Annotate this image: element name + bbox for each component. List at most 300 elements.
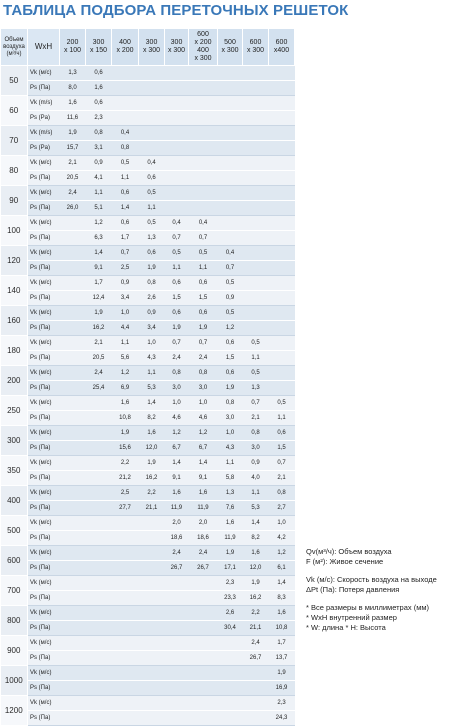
vk-value-cell (218, 156, 243, 171)
vk-value-cell (112, 66, 139, 81)
ps-value-cell (139, 591, 165, 606)
vk-value-cell: 2,3 (218, 576, 243, 591)
vk-value-cell (189, 606, 218, 621)
ps-value-cell (139, 711, 165, 726)
vk-value-cell: 1,0 (189, 396, 218, 411)
vk-value-cell (165, 156, 189, 171)
ps-value-cell: 15,7 (60, 141, 86, 156)
vk-value-cell: 1,0 (218, 426, 243, 441)
legend (306, 547, 437, 641)
vk-value-cell (139, 66, 165, 81)
ps-label-cell: Ps (Па) (28, 321, 60, 336)
ps-value-cell (189, 651, 218, 666)
ps-value-cell: 9,1 (189, 471, 218, 486)
ps-value-cell (269, 201, 295, 216)
airflow-cell: 140 (1, 276, 28, 306)
vk-value-cell: 2,4 (86, 366, 112, 381)
vk-value-cell: 0,8 (189, 366, 218, 381)
ps-value-cell: 3,0 (165, 381, 189, 396)
legend-line: Qv(м³/ч): Объем воздуха (306, 547, 392, 556)
ps-value-cell: 20,5 (86, 351, 112, 366)
table-row-ps (1, 651, 295, 666)
ps-value-cell: 4,3 (218, 441, 243, 456)
header-size (112, 29, 139, 66)
ps-value-cell (60, 471, 86, 486)
ps-value-cell: 1,4 (112, 201, 139, 216)
ps-value-cell: 2,4 (165, 351, 189, 366)
airflow-cell: 70 (1, 126, 28, 156)
ps-value-cell: 1,3 (139, 231, 165, 246)
ps-value-cell: 2,1 (243, 411, 269, 426)
vk-label-cell: Vk (м/с) (28, 606, 60, 621)
header-size (269, 29, 295, 66)
ps-value-cell (86, 441, 112, 456)
header-size-line: x 300 (142, 47, 161, 54)
vk-value-cell (165, 606, 189, 621)
vk-value-cell: 2,4 (243, 636, 269, 651)
ps-value-cell: 8,2 (139, 411, 165, 426)
vk-value-cell (243, 96, 269, 111)
legend-line: * Все размеры в миллиметрах (мм) (306, 603, 430, 612)
ps-value-cell (165, 711, 189, 726)
ps-value-cell (189, 591, 218, 606)
ps-label-cell: Ps (Па) (28, 261, 60, 276)
ps-value-cell (189, 201, 218, 216)
ps-value-cell (189, 111, 218, 126)
ps-value-cell: 2,3 (86, 111, 112, 126)
ps-value-cell: 5,8 (218, 471, 243, 486)
ps-value-cell: 16,9 (269, 681, 295, 696)
ps-value-cell: 11,6 (60, 111, 86, 126)
vk-value-cell (60, 276, 86, 291)
vk-label-cell: Vk (м/с) (28, 486, 60, 501)
vk-value-cell (60, 366, 86, 381)
vk-label-cell: Vk (м/с) (28, 156, 60, 171)
ps-value-cell (139, 621, 165, 636)
ps-label-cell: Ps (Па) (28, 651, 60, 666)
ps-value-cell (189, 621, 218, 636)
vk-value-cell (189, 126, 218, 141)
vk-value-cell (243, 666, 269, 681)
ps-value-cell: 1,5 (269, 441, 295, 456)
ps-value-cell: 9,1 (165, 471, 189, 486)
ps-value-cell (218, 141, 243, 156)
vk-value-cell: 0,7 (112, 246, 139, 261)
ps-value-cell: 3,0 (243, 441, 269, 456)
airflow-cell: 350 (1, 456, 28, 486)
ps-value-cell (60, 411, 86, 426)
ps-value-cell (60, 621, 86, 636)
grille-selection-table (0, 28, 295, 726)
vk-value-cell: 2,2 (243, 606, 269, 621)
ps-value-cell (269, 231, 295, 246)
vk-value-cell (218, 666, 243, 681)
vk-value-cell: 0,4 (189, 216, 218, 231)
vk-value-cell: 1,9 (243, 576, 269, 591)
ps-value-cell (269, 321, 295, 336)
header-size-line: x400 (273, 47, 290, 54)
ps-value-cell: 10,8 (269, 621, 295, 636)
header-size-line: 600 (197, 31, 209, 38)
vk-value-cell (269, 66, 295, 81)
vk-value-cell (165, 126, 189, 141)
ps-value-cell: 5,1 (86, 201, 112, 216)
header-size-line: x 150 (89, 47, 108, 54)
vk-value-cell: 2,2 (112, 456, 139, 471)
vk-value-cell: 1,6 (218, 516, 243, 531)
vk-value-cell (60, 306, 86, 321)
ps-value-cell: 11,9 (218, 531, 243, 546)
vk-value-cell (112, 696, 139, 711)
ps-value-cell: 10,8 (112, 411, 139, 426)
ps-value-cell (112, 681, 139, 696)
vk-value-cell: 1,9 (60, 126, 86, 141)
ps-value-cell: 21,1 (139, 501, 165, 516)
ps-value-cell: 3,0 (218, 411, 243, 426)
ps-value-cell: 0,7 (165, 231, 189, 246)
vk-label-cell: Vk (м/с) (28, 216, 60, 231)
ps-value-cell: 9,1 (86, 261, 112, 276)
header-size-line: x 300 (221, 47, 239, 54)
vk-value-cell: 0,8 (165, 366, 189, 381)
vk-value-cell: 1,4 (86, 246, 112, 261)
ps-value-cell: 0,7 (189, 231, 218, 246)
airflow-cell: 400 (1, 486, 28, 516)
header-size-line: x 200 (194, 39, 212, 46)
header-size-line: 600 (275, 39, 288, 46)
vk-value-cell (189, 666, 218, 681)
vk-label-cell: Vk (м/с) (28, 396, 60, 411)
vk-value-cell: 1,1 (139, 366, 165, 381)
ps-value-cell (165, 681, 189, 696)
vk-value-cell (189, 156, 218, 171)
vk-value-cell: 2,4 (60, 186, 86, 201)
ps-value-cell (139, 111, 165, 126)
header-size-line: 400 (119, 39, 131, 46)
table-row-vk (1, 636, 295, 651)
ps-value-cell (60, 351, 86, 366)
ps-value-cell (112, 561, 139, 576)
legend-line: ΔPt (Па): Потеря давления (306, 585, 400, 594)
vk-value-cell (139, 96, 165, 111)
vk-value-cell: 1,0 (139, 336, 165, 351)
header-size-line: 300 (92, 39, 105, 46)
ps-value-cell (243, 201, 269, 216)
vk-value-cell (189, 96, 218, 111)
vk-value-cell (165, 696, 189, 711)
vk-value-cell (165, 186, 189, 201)
ps-value-cell: 12,4 (86, 291, 112, 306)
vk-value-cell (60, 606, 86, 621)
vk-label-cell: Vk (м/с) (28, 66, 60, 81)
vk-value-cell: 0,6 (86, 96, 112, 111)
table-row-ps (1, 201, 295, 216)
ps-value-cell: 15,6 (112, 441, 139, 456)
header-size-line: 400 (197, 47, 209, 54)
header-wxh: WxH (28, 29, 60, 66)
vk-value-cell (269, 96, 295, 111)
ps-value-cell: 1,9 (189, 321, 218, 336)
header-airflow-line: (м³/ч) (6, 50, 22, 57)
vk-value-cell (218, 186, 243, 201)
ps-value-cell: 24,3 (269, 711, 295, 726)
table-row-vk (1, 606, 295, 621)
vk-label-cell: Vk (м/с) (28, 186, 60, 201)
vk-value-cell (243, 186, 269, 201)
ps-value-cell (112, 651, 139, 666)
vk-value-cell: 0,4 (165, 216, 189, 231)
ps-value-cell: 16,2 (139, 471, 165, 486)
vk-value-cell: 1,1 (112, 336, 139, 351)
vk-value-cell (139, 546, 165, 561)
ps-value-cell (60, 231, 86, 246)
ps-label-cell: Ps (Pa) (28, 141, 60, 156)
ps-value-cell (243, 111, 269, 126)
ps-value-cell (269, 291, 295, 306)
ps-value-cell: 3,1 (86, 141, 112, 156)
vk-value-cell: 1,6 (269, 606, 295, 621)
vk-value-cell (189, 696, 218, 711)
ps-value-cell: 1,6 (86, 81, 112, 96)
ps-value-cell: 1,1 (139, 201, 165, 216)
airflow-cell: 1200 (1, 696, 28, 726)
ps-value-cell (60, 681, 86, 696)
table-row-vk (1, 186, 295, 201)
vk-value-cell (112, 606, 139, 621)
ps-value-cell: 3,4 (139, 321, 165, 336)
ps-label-cell: Ps (Па) (28, 591, 60, 606)
ps-value-cell (165, 651, 189, 666)
legend-line: Vk (м/с): Скорость воздуха на выходе (306, 575, 437, 584)
ps-value-cell: 2,4 (189, 351, 218, 366)
vk-value-cell: 1,9 (112, 426, 139, 441)
table-row-ps (1, 81, 295, 96)
ps-value-cell (139, 681, 165, 696)
ps-label-cell: Ps (Па) (28, 501, 60, 516)
ps-value-cell (165, 81, 189, 96)
ps-label-cell: Ps (Па) (28, 681, 60, 696)
table-row-vk (1, 426, 295, 441)
ps-value-cell: 30,4 (218, 621, 243, 636)
ps-value-cell: 0,7 (218, 261, 243, 276)
vk-value-cell: 0,8 (86, 126, 112, 141)
ps-value-cell: 18,6 (165, 531, 189, 546)
ps-value-cell (189, 681, 218, 696)
table-row-vk (1, 246, 295, 261)
vk-value-cell: 0,6 (165, 276, 189, 291)
ps-value-cell (218, 651, 243, 666)
vk-label-cell: Vk (м/с) (28, 306, 60, 321)
vk-value-cell (86, 636, 112, 651)
vk-value-cell (218, 96, 243, 111)
vk-value-cell: 1,0 (112, 306, 139, 321)
ps-value-cell: 1,9 (139, 261, 165, 276)
legend-line: * WxH внутренний размер (306, 613, 397, 622)
vk-value-cell: 0,8 (218, 396, 243, 411)
vk-value-cell: 0,5 (269, 396, 295, 411)
table-row-vk (1, 546, 295, 561)
vk-value-cell: 0,9 (139, 306, 165, 321)
header-size-line: 600 (249, 39, 262, 46)
ps-value-cell (60, 651, 86, 666)
vk-value-cell (112, 576, 139, 591)
ps-value-cell (112, 591, 139, 606)
ps-value-cell (189, 141, 218, 156)
vk-label-cell: Vk (м/с) (28, 516, 60, 531)
vk-value-cell: 0,9 (112, 276, 139, 291)
ps-value-cell: 4,4 (112, 321, 139, 336)
vk-value-cell: 0,5 (218, 276, 243, 291)
ps-value-cell (269, 351, 295, 366)
table-row-ps (1, 531, 295, 546)
vk-value-cell: 0,6 (165, 306, 189, 321)
vk-value-cell: 2,3 (269, 696, 295, 711)
ps-value-cell: 4,0 (243, 471, 269, 486)
airflow-cell: 120 (1, 246, 28, 276)
vk-value-cell: 1,4 (139, 396, 165, 411)
ps-value-cell (112, 111, 139, 126)
ps-value-cell (269, 81, 295, 96)
table-row-ps (1, 411, 295, 426)
vk-value-cell (139, 666, 165, 681)
table-row-vk (1, 336, 295, 351)
vk-value-cell (139, 606, 165, 621)
ps-value-cell: 2,6 (139, 291, 165, 306)
table-row-vk (1, 66, 295, 81)
header-size-line: x 300 (246, 47, 265, 54)
ps-value-cell (243, 171, 269, 186)
vk-value-cell (165, 666, 189, 681)
table-row-ps (1, 591, 295, 606)
vk-value-cell (218, 696, 243, 711)
ps-value-cell (218, 681, 243, 696)
vk-value-cell (86, 426, 112, 441)
vk-value-cell (60, 456, 86, 471)
header-size-line: 300 (170, 39, 183, 46)
ps-label-cell: Ps (Па) (28, 201, 60, 216)
airflow-cell: 100 (1, 216, 28, 246)
ps-label-cell: Ps (Па) (28, 381, 60, 396)
ps-value-cell (218, 111, 243, 126)
ps-value-cell (243, 261, 269, 276)
vk-label-cell: Vk (м/с) (28, 666, 60, 681)
ps-value-cell: 3,4 (112, 291, 139, 306)
table-row-vk (1, 396, 295, 411)
vk-value-cell (60, 696, 86, 711)
ps-value-cell: 1,1 (112, 171, 139, 186)
vk-label-cell: Vk (м/с) (28, 456, 60, 471)
ps-label-cell: Ps (Па) (28, 291, 60, 306)
ps-value-cell (269, 381, 295, 396)
vk-value-cell: 0,6 (112, 186, 139, 201)
vk-value-cell: 2,0 (165, 516, 189, 531)
ps-value-cell: 11,9 (165, 501, 189, 516)
ps-value-cell (243, 711, 269, 726)
vk-value-cell (189, 66, 218, 81)
ps-value-cell: 7,6 (218, 501, 243, 516)
ps-label-cell: Ps (Па) (28, 441, 60, 456)
vk-value-cell (243, 696, 269, 711)
ps-value-cell (218, 201, 243, 216)
vk-value-cell: 1,7 (86, 276, 112, 291)
ps-value-cell: 8,3 (269, 591, 295, 606)
ps-value-cell: 1,1 (269, 411, 295, 426)
ps-value-cell (60, 261, 86, 276)
vk-value-cell: 0,6 (218, 366, 243, 381)
airflow-cell: 180 (1, 336, 28, 366)
ps-value-cell: 1,1 (243, 351, 269, 366)
vk-value-cell: 0,5 (218, 306, 243, 321)
vk-value-cell: 1,9 (218, 546, 243, 561)
vk-value-cell: 0,5 (243, 366, 269, 381)
ps-value-cell: 6,7 (189, 441, 218, 456)
airflow-cell: 90 (1, 186, 28, 216)
vk-value-cell: 0,6 (218, 336, 243, 351)
ps-label-cell: Ps (Па) (28, 351, 60, 366)
page-title: ТАБЛИЦА ПОДБОРА ПЕРЕТОЧНЫХ РЕШЕТОК (3, 2, 349, 19)
vk-label-cell: Vk (м/с) (28, 576, 60, 591)
ps-value-cell: 20,5 (60, 171, 86, 186)
ps-value-cell (112, 531, 139, 546)
vk-value-cell: 1,9 (86, 306, 112, 321)
table-row-ps (1, 561, 295, 576)
legend-block (306, 603, 437, 633)
vk-value-cell (189, 636, 218, 651)
table-row-ps (1, 261, 295, 276)
header-size-line: 500 (224, 39, 236, 46)
table-row-ps (1, 291, 295, 306)
vk-value-cell: 1,3 (218, 486, 243, 501)
ps-value-cell (243, 141, 269, 156)
header-size (218, 29, 243, 66)
ps-value-cell: 1,1 (189, 261, 218, 276)
ps-value-cell: 16,2 (243, 591, 269, 606)
vk-value-cell: 0,4 (218, 246, 243, 261)
table-row-ps (1, 471, 295, 486)
header-size-line: 300 (145, 39, 158, 46)
ps-label-cell: Ps (Па) (28, 531, 60, 546)
airflow-cell: 160 (1, 306, 28, 336)
header-size-line: x 200 (116, 47, 134, 54)
ps-value-cell (86, 561, 112, 576)
ps-value-cell: 13,7 (269, 651, 295, 666)
header-size-line: 200 (66, 39, 79, 46)
ps-value-cell (165, 111, 189, 126)
ps-value-cell: 2,5 (112, 261, 139, 276)
airflow-cell: 900 (1, 636, 28, 666)
vk-value-cell (139, 126, 165, 141)
vk-value-cell (112, 546, 139, 561)
table-row-vk (1, 276, 295, 291)
ps-label-cell: Ps (Па) (28, 561, 60, 576)
vk-value-cell: 0,7 (165, 336, 189, 351)
vk-value-cell (218, 216, 243, 231)
vk-label-cell: Vk (m/s) (28, 96, 60, 111)
ps-value-cell (243, 681, 269, 696)
vk-value-cell (165, 66, 189, 81)
ps-value-cell: 27,7 (112, 501, 139, 516)
airflow-cell: 500 (1, 516, 28, 546)
ps-value-cell (189, 711, 218, 726)
vk-value-cell: 1,6 (189, 486, 218, 501)
vk-value-cell: 0,9 (243, 456, 269, 471)
ps-value-cell (86, 411, 112, 426)
ps-value-cell (165, 141, 189, 156)
ps-value-cell (86, 591, 112, 606)
ps-value-cell (165, 171, 189, 186)
vk-value-cell: 1,4 (269, 576, 295, 591)
vk-value-cell: 1,1 (243, 486, 269, 501)
